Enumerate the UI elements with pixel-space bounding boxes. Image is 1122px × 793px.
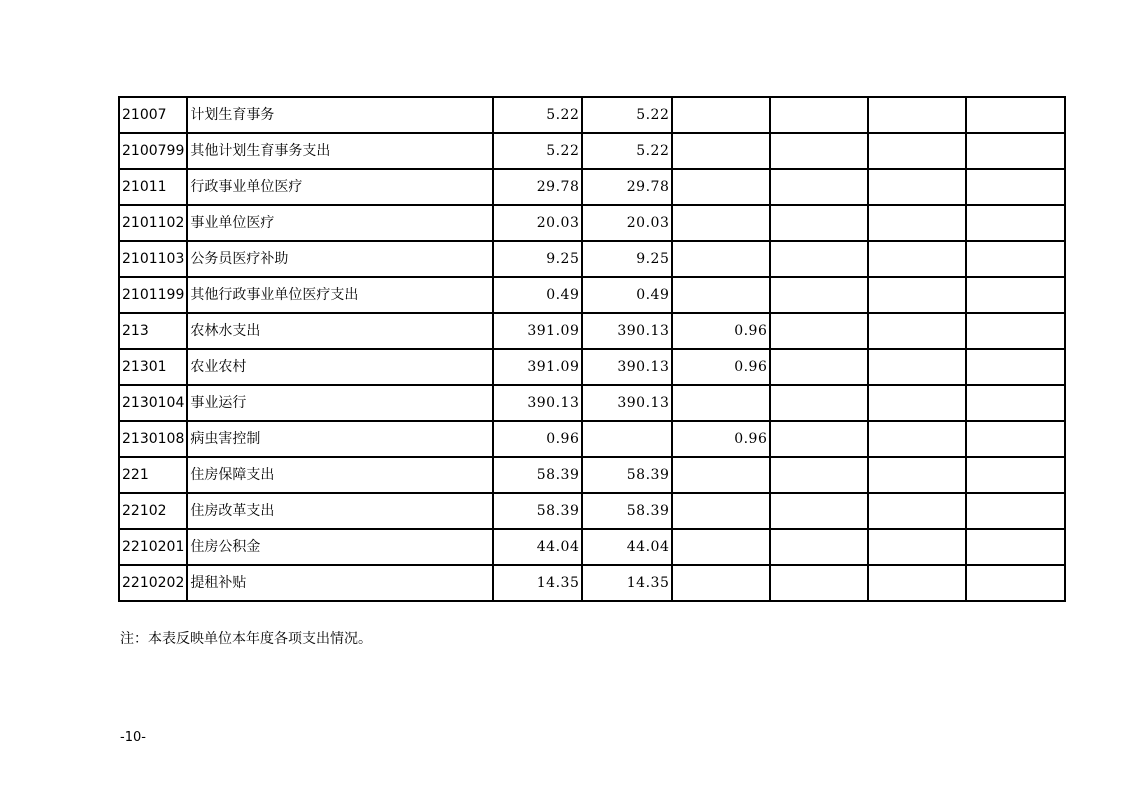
table-row <box>119 97 1065 133</box>
amount-cell <box>868 241 966 277</box>
account-code-cell: 21301 <box>119 349 187 385</box>
amount-cell: 14.35 <box>582 565 672 601</box>
amount-cell <box>672 133 770 169</box>
amount-cell <box>770 133 868 169</box>
amount-cell: 391.09 <box>493 313 582 349</box>
amount-cell: 14.35 <box>493 565 582 601</box>
amount-cell <box>966 277 1065 313</box>
amount-cell: 20.03 <box>493 205 582 241</box>
amount-cell: 58.39 <box>493 457 582 493</box>
amount-cell: 0.96 <box>493 421 582 457</box>
amount-cell <box>966 205 1065 241</box>
account-name-cell: 事业运行 <box>187 385 493 421</box>
amount-cell: 58.39 <box>582 457 672 493</box>
amount-cell <box>868 421 966 457</box>
amount-cell <box>966 349 1065 385</box>
account-name-cell: 提租补贴 <box>187 565 493 601</box>
account-code-cell: 22102 <box>119 493 187 529</box>
amount-cell <box>672 277 770 313</box>
amount-cell <box>868 205 966 241</box>
amount-cell: 9.25 <box>582 241 672 277</box>
account-code-cell: 2100799 <box>119 133 187 169</box>
amount-cell <box>770 565 868 601</box>
account-code-cell: 2130104 <box>119 385 187 421</box>
amount-cell: 5.22 <box>582 133 672 169</box>
amount-cell <box>770 529 868 565</box>
amount-cell <box>672 529 770 565</box>
amount-cell <box>672 205 770 241</box>
amount-cell <box>966 313 1065 349</box>
amount-cell <box>770 241 868 277</box>
account-code-cell: 21011 <box>119 169 187 205</box>
table-row <box>119 133 1065 169</box>
amount-cell <box>966 133 1065 169</box>
amount-cell <box>868 385 966 421</box>
amount-cell <box>770 313 868 349</box>
amount-cell: 0.49 <box>493 277 582 313</box>
amount-cell <box>582 421 672 457</box>
amount-cell <box>770 349 868 385</box>
amount-cell <box>966 565 1065 601</box>
amount-cell <box>966 385 1065 421</box>
account-name-cell: 行政事业单位医疗 <box>187 169 493 205</box>
amount-cell <box>770 385 868 421</box>
amount-cell <box>672 565 770 601</box>
amount-cell: 20.03 <box>582 205 672 241</box>
amount-cell: 390.13 <box>582 313 672 349</box>
amount-cell <box>966 241 1065 277</box>
amount-cell <box>966 169 1065 205</box>
table-row <box>119 493 1065 529</box>
amount-cell <box>672 385 770 421</box>
account-name-cell: 计划生育事务 <box>187 97 493 133</box>
amount-cell: 5.22 <box>493 97 582 133</box>
table-row <box>119 241 1065 277</box>
account-name-cell: 病虫害控制 <box>187 421 493 457</box>
amount-cell: 5.22 <box>493 133 582 169</box>
page-number: -10- <box>120 730 146 745</box>
amount-cell: 0.96 <box>672 349 770 385</box>
table-row <box>119 385 1065 421</box>
account-name-cell: 农业农村 <box>187 349 493 385</box>
amount-cell: 58.39 <box>493 493 582 529</box>
amount-cell: 391.09 <box>493 349 582 385</box>
amount-cell <box>770 277 868 313</box>
amount-cell <box>868 169 966 205</box>
amount-cell <box>770 97 868 133</box>
amount-cell <box>672 97 770 133</box>
table-row <box>119 349 1065 385</box>
amount-cell <box>868 277 966 313</box>
table-row <box>119 457 1065 493</box>
amount-cell <box>672 457 770 493</box>
account-code-cell: 2101102 <box>119 205 187 241</box>
expenditure-table <box>118 96 1066 602</box>
account-name-cell: 住房改革支出 <box>187 493 493 529</box>
table-row <box>119 277 1065 313</box>
amount-cell <box>770 457 868 493</box>
amount-cell: 29.78 <box>582 169 672 205</box>
amount-cell <box>966 421 1065 457</box>
account-name-cell: 住房保障支出 <box>187 457 493 493</box>
amount-cell <box>966 457 1065 493</box>
account-code-cell: 2101199 <box>119 277 187 313</box>
amount-cell <box>770 421 868 457</box>
amount-cell <box>672 241 770 277</box>
table-row <box>119 529 1065 565</box>
amount-cell <box>672 493 770 529</box>
account-name-cell: 公务员医疗补助 <box>187 241 493 277</box>
account-code-cell: 21007 <box>119 97 187 133</box>
amount-cell: 5.22 <box>582 97 672 133</box>
account-name-cell: 其他计划生育事务支出 <box>187 133 493 169</box>
amount-cell <box>868 565 966 601</box>
amount-cell <box>868 457 966 493</box>
amount-cell: 9.25 <box>493 241 582 277</box>
table-row <box>119 313 1065 349</box>
amount-cell: 58.39 <box>582 493 672 529</box>
amount-cell: 44.04 <box>582 529 672 565</box>
amount-cell <box>966 493 1065 529</box>
amount-cell <box>966 529 1065 565</box>
account-name-cell: 农林水支出 <box>187 313 493 349</box>
amount-cell <box>868 313 966 349</box>
table-body <box>119 97 1065 601</box>
amount-cell: 390.13 <box>582 385 672 421</box>
amount-cell: 390.13 <box>582 349 672 385</box>
amount-cell: 44.04 <box>493 529 582 565</box>
amount-cell: 29.78 <box>493 169 582 205</box>
account-code-cell: 213 <box>119 313 187 349</box>
amount-cell: 390.13 <box>493 385 582 421</box>
amount-cell <box>868 493 966 529</box>
amount-cell <box>868 529 966 565</box>
table-row <box>119 421 1065 457</box>
amount-cell <box>868 97 966 133</box>
amount-cell <box>672 169 770 205</box>
amount-cell <box>868 349 966 385</box>
amount-cell: 0.49 <box>582 277 672 313</box>
account-code-cell: 2130108 <box>119 421 187 457</box>
amount-cell <box>770 493 868 529</box>
account-code-cell: 2210201 <box>119 529 187 565</box>
amount-cell <box>770 205 868 241</box>
amount-cell <box>966 97 1065 133</box>
table-row <box>119 205 1065 241</box>
table-row <box>119 169 1065 205</box>
table-note: 注：本表反映单位本年度各项支出情况。 <box>120 631 372 647</box>
account-code-cell: 2210202 <box>119 565 187 601</box>
account-name-cell: 住房公积金 <box>187 529 493 565</box>
amount-cell <box>770 169 868 205</box>
amount-cell: 0.96 <box>672 421 770 457</box>
table-row <box>119 565 1065 601</box>
amount-cell: 0.96 <box>672 313 770 349</box>
amount-cell <box>868 133 966 169</box>
account-name-cell: 事业单位医疗 <box>187 205 493 241</box>
account-code-cell: 2101103 <box>119 241 187 277</box>
account-code-cell: 221 <box>119 457 187 493</box>
account-name-cell: 其他行政事业单位医疗支出 <box>187 277 493 313</box>
